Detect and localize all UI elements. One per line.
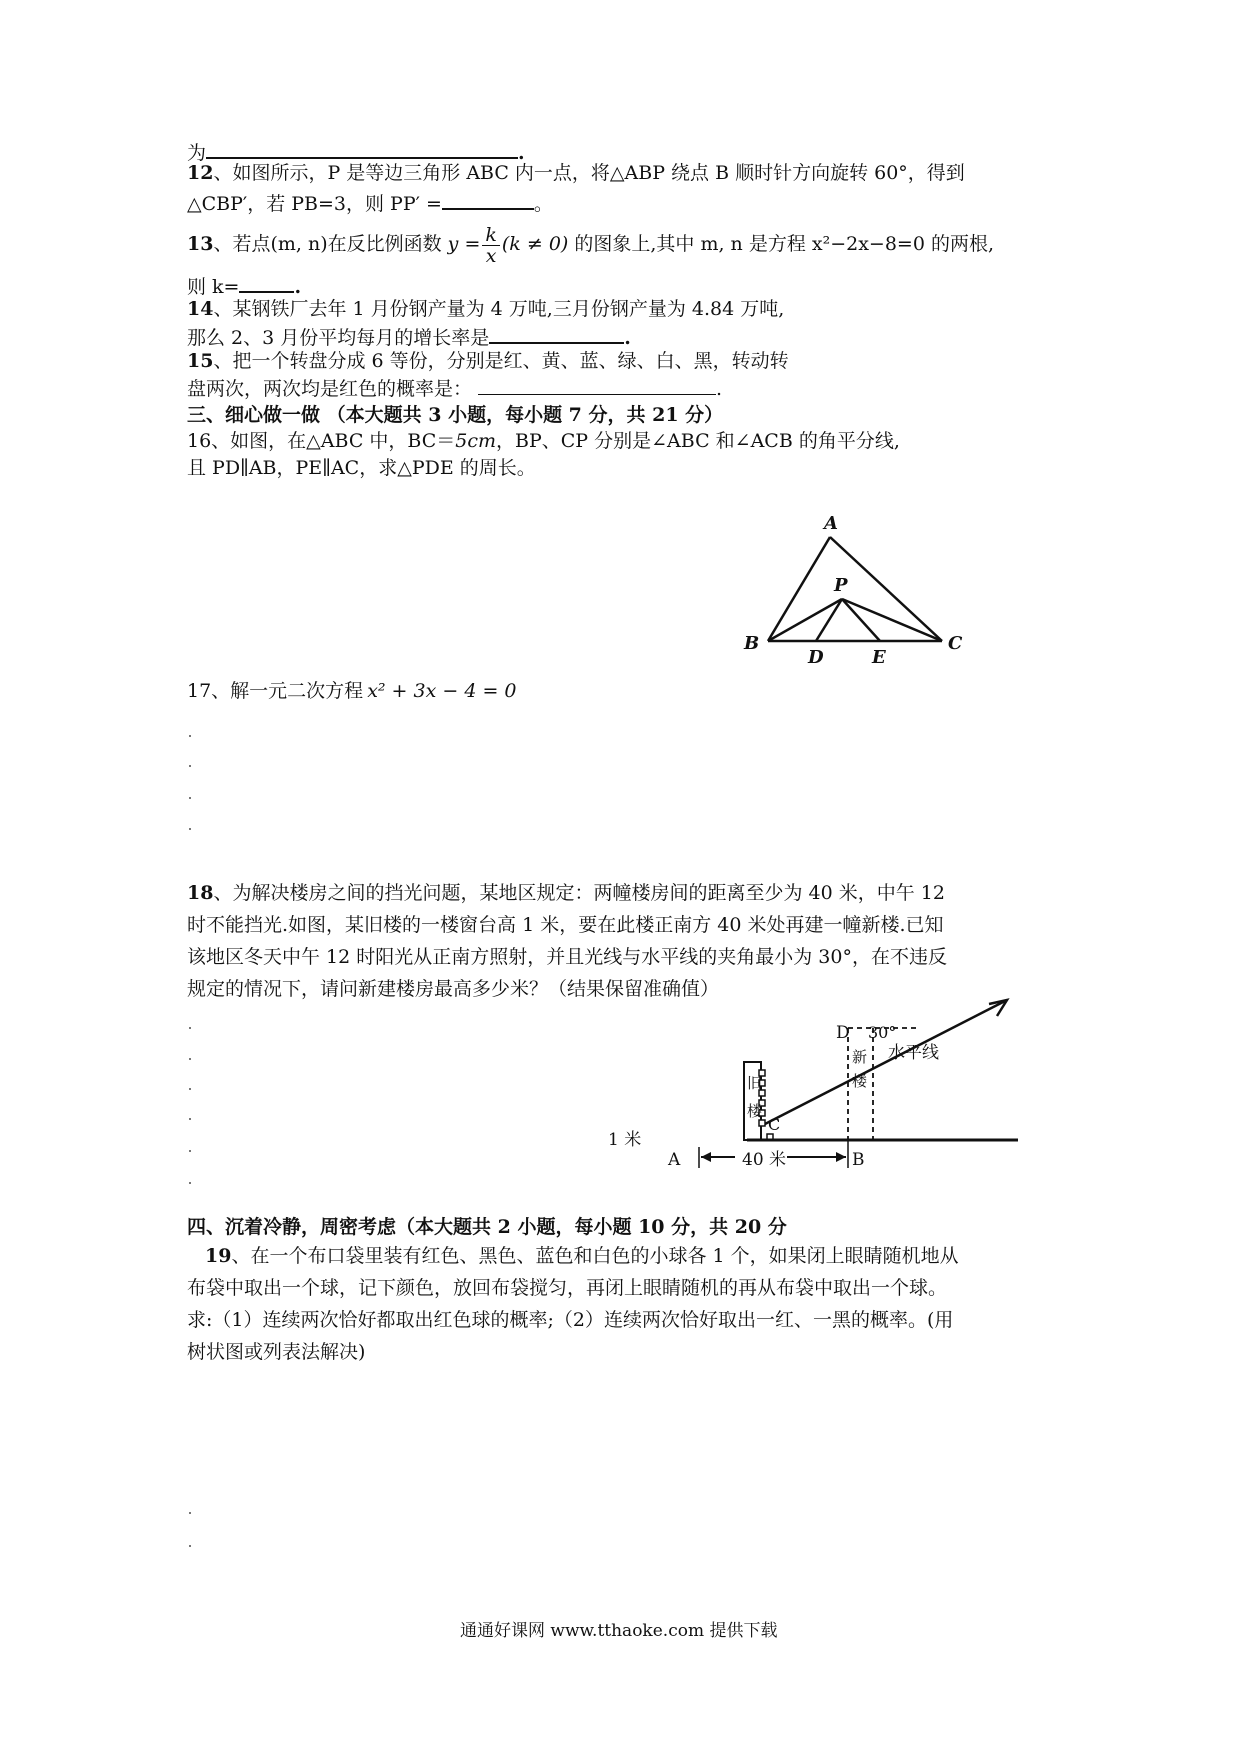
margin-dot bbox=[189, 765, 191, 767]
q17-equation: x² + 3x − 4 = 0 bbox=[367, 680, 517, 702]
q12-text-2: △CBP′，若 PB=3，则 PP′ = bbox=[187, 193, 442, 215]
q13-text-1: 、若点(m, n)在反比例函数 bbox=[213, 233, 442, 255]
q18-number: 18 bbox=[187, 882, 214, 904]
q19-number: 19 bbox=[205, 1245, 232, 1267]
q11-suffix: . bbox=[518, 142, 525, 164]
q18-label-old-2: 楼 bbox=[747, 1102, 763, 1120]
q13-number: 13 bbox=[187, 233, 214, 255]
q11-prefix: 为 bbox=[187, 142, 207, 164]
q13-condition: (k ≠ 0) bbox=[501, 233, 569, 255]
margin-dot bbox=[189, 1545, 191, 1547]
q15-number: 15 bbox=[187, 350, 214, 372]
q18-label-height: 1 米 bbox=[608, 1130, 642, 1150]
q13-text-2: 的图象上,其中 m, n 是方程 x²−2x−8=0 的两根, bbox=[574, 233, 995, 255]
q19-line1 bbox=[205, 1243, 959, 1269]
q16-line1 bbox=[187, 428, 900, 454]
q11-answer-blank[interactable] bbox=[206, 137, 518, 159]
q12-line2 bbox=[187, 188, 553, 217]
q15-text-3: . bbox=[716, 378, 723, 400]
q18-label-new-2: 楼 bbox=[852, 1072, 868, 1090]
margin-dot bbox=[189, 1058, 191, 1060]
q18-label-angle: 30° bbox=[868, 1023, 897, 1042]
q16-label-b: B bbox=[744, 633, 760, 654]
q14-line1 bbox=[187, 296, 784, 322]
q18-label-new-1: 新 bbox=[852, 1048, 868, 1066]
q16-segment-cp bbox=[842, 599, 942, 641]
q15-line2 bbox=[187, 374, 722, 402]
q13-fraction bbox=[482, 225, 500, 266]
q14-line2 bbox=[187, 322, 631, 351]
q16-label-d: D bbox=[808, 647, 824, 668]
q13-answer-blank[interactable] bbox=[239, 271, 294, 293]
q13-line1 bbox=[187, 222, 994, 266]
margin-dot bbox=[189, 1150, 191, 1152]
q14-text-1: 、某钢铁厂去年 1 月份钢产量为 4 万吨,三月份钢产量为 4.84 万吨, bbox=[213, 298, 785, 320]
margin-dot bbox=[189, 1512, 191, 1514]
q16-text-2: ，BP、CP 分别是∠ABC 和∠ACB 的角平分线, bbox=[496, 430, 900, 452]
q16-bc-value: 5cm bbox=[455, 430, 497, 452]
q13-text-4: . bbox=[294, 276, 302, 298]
q18-label-b: B bbox=[852, 1150, 865, 1170]
q18-line1 bbox=[187, 880, 945, 906]
q16-label-a: A bbox=[824, 513, 838, 534]
margin-dot bbox=[189, 735, 191, 737]
margin-dot bbox=[189, 1118, 191, 1120]
q13-frac-denominator: x bbox=[485, 244, 497, 267]
q14-text-2: 那么 2、3 月份平均每月的增长率是 bbox=[187, 327, 490, 349]
q15-text-1: 、把一个转盘分成 6 等份，分别是红、黄、蓝、绿、白、黑，转动转 bbox=[213, 350, 789, 372]
q16-label-p: P bbox=[834, 575, 848, 596]
q12-text-1: 、如图所示，P 是等边三角形 ABC 内一点，将△ABP 绕点 B 顺时针方向旋转 60°，得到 bbox=[213, 162, 965, 184]
q18-label-d: D bbox=[836, 1023, 850, 1043]
margin-dot bbox=[189, 1182, 191, 1184]
q15-text-2: 盘两次，两次均是红色的概率是： bbox=[187, 378, 473, 400]
q12-line1 bbox=[187, 160, 965, 186]
section3-title: 三、细心做一做 （本大题共 3 小题，每小题 7 分，共 21 分） bbox=[187, 404, 724, 426]
section4-title: 四、沉着冷静，周密考虑（本大题共 2 小题，每小题 10 分，共 20 分 bbox=[187, 1216, 787, 1238]
q14-answer-blank[interactable] bbox=[489, 322, 624, 344]
q12-answer-blank[interactable] bbox=[442, 188, 534, 210]
q14-text-3: . bbox=[624, 327, 631, 349]
margin-dot bbox=[189, 797, 191, 799]
q12-text-3: 。 bbox=[533, 193, 553, 215]
q18-line4: 规定的情况下，请问新建楼房最高多少米？（结果保留准确值） bbox=[187, 978, 720, 1000]
q13-frac-numerator: k bbox=[482, 225, 500, 246]
q18-text-1: 、为解决楼房之间的挡光问题，某地区规定：两幢楼房间的距离至少为 40 米，中午 12 bbox=[213, 882, 945, 904]
q19-line2: 布袋中取出一个球，记下颜色，放回布袋搅匀，再闭上眼睛随机的再从布袋中取出一个球。 bbox=[187, 1277, 948, 1299]
q16-line2: 且 PD∥AB，PE∥AC，求△PDE 的周长。 bbox=[187, 457, 536, 479]
margin-dot bbox=[189, 1027, 191, 1029]
q18-dim-arrowhead-left bbox=[701, 1152, 711, 1162]
margin-dot bbox=[189, 1088, 191, 1090]
q16-segment-pe bbox=[842, 599, 880, 641]
q12-number: 12 bbox=[187, 162, 214, 184]
page-footer: 通通好课网 www.tthaoke.com 提供下载 bbox=[460, 1621, 778, 1641]
q16-triangle-figure bbox=[720, 505, 980, 670]
q18-line2: 时不能挡光.如图，某旧楼的一楼窗台高 1 米，要在此楼正南方 40 米处再建一幢新楼.已知 bbox=[187, 914, 944, 936]
q18-label-distance: 40 米 bbox=[742, 1150, 787, 1170]
q16-label-c: C bbox=[948, 633, 963, 654]
q17-text: 17、解一元二次方程 bbox=[187, 680, 364, 702]
q18-label-old-1: 旧 bbox=[747, 1074, 763, 1092]
q17-line bbox=[187, 678, 517, 704]
q18-label-c: C bbox=[768, 1115, 781, 1134]
q16-side-ab bbox=[768, 537, 830, 641]
q19-line3: 求:（1）连续两次恰好都取出红色球的概率;（2）连续两次恰好取出一红、一黑的概率。(用 bbox=[187, 1309, 954, 1331]
margin-dot bbox=[189, 828, 191, 830]
q13-text-3: 则 k= bbox=[187, 276, 240, 298]
q15-line1 bbox=[187, 348, 789, 374]
q18-label-a: A bbox=[668, 1150, 681, 1170]
q19-text-1: 、在一个布口袋里装有红色、黑色、蓝色和白色的小球各 1 个，如果闭上眼睛随机地从 bbox=[231, 1245, 959, 1267]
q18-label-horizontal: 水平线 bbox=[888, 1043, 939, 1063]
q15-answer-blank[interactable] bbox=[478, 374, 716, 395]
q16-text-1: 16、如图，在△ABC 中，BC＝ bbox=[187, 430, 456, 452]
q14-number: 14 bbox=[187, 298, 214, 320]
q18-sun-ray bbox=[765, 1000, 1007, 1124]
q13-y-equals: y = bbox=[447, 233, 481, 255]
q19-line4: 树状图或列表法解决) bbox=[187, 1341, 366, 1363]
q18-line3: 该地区冬天中午 12 时阳光从正南方照射，并且光线与水平线的夹角最小为 30°，在不违反 bbox=[187, 946, 947, 968]
q16-label-e: E bbox=[872, 647, 886, 668]
q18-dim-arrowhead-right bbox=[836, 1152, 846, 1162]
